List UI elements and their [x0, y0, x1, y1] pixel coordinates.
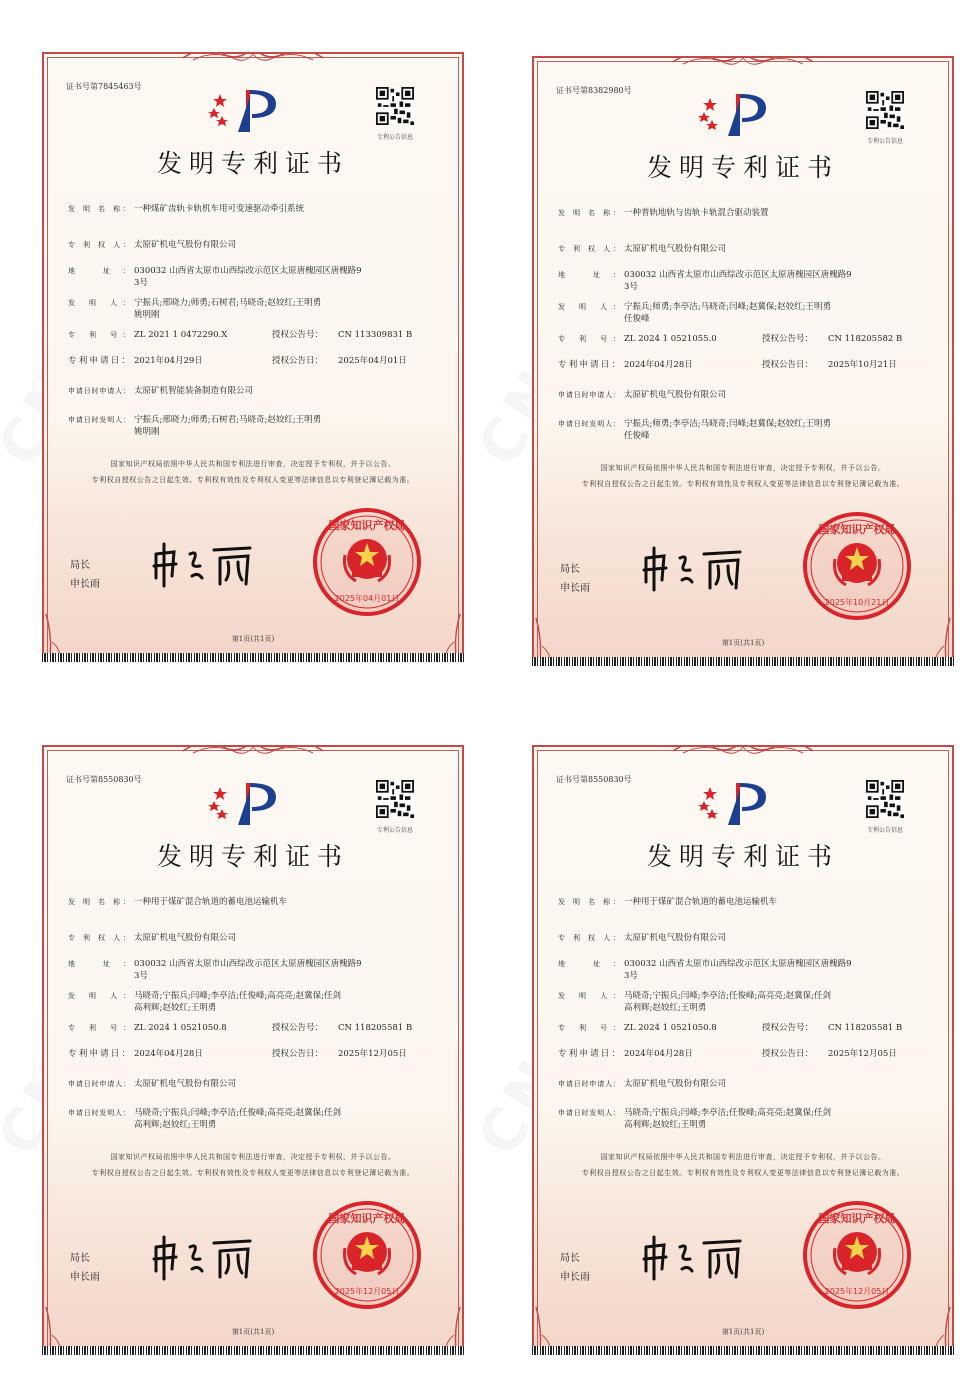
field-value [134, 896, 424, 908]
notice-line: 专利权自授权公告之日起生效。专利权有效性及专利权人变更等法律信息以专利登记簿记载为准。 [91, 1169, 415, 1177]
page-number: 第1页(共1页) [231, 1328, 275, 1336]
field-label: 授权公告日： [272, 1049, 324, 1059]
field-label: 专 利 号： [68, 331, 130, 339]
handwritten-signature-icon [150, 540, 260, 590]
field-value [134, 239, 424, 251]
field-value-line: ZL 2021 1 0472290.X [134, 330, 228, 340]
field-value [624, 243, 914, 255]
signatory-title: 局长 [560, 1253, 580, 1264]
handwritten-signature-icon [640, 544, 750, 594]
field-value-line: 一种普轨地轨与齿轨卡轨混合驱动装置 [624, 208, 769, 218]
cnipa-logo-icon [696, 90, 786, 138]
handwritten-signature-icon [150, 1233, 260, 1283]
field-label: 发 明 人： [68, 299, 130, 307]
field-value [624, 958, 914, 982]
field-value-line: 宁振兵;邢晓力;师勇;石树君;马晓奇;赵姣红;王明勇 [134, 298, 322, 308]
handwritten-signature-icon [640, 1233, 750, 1283]
field-value-line: 3号 [624, 971, 638, 981]
field-value-line: 姚明刚 [134, 427, 160, 437]
field-value: CN 118205581 B [828, 1023, 903, 1033]
document-title: 发明专利证书 [156, 149, 349, 178]
field-value-line: 任俊峰 [624, 431, 650, 441]
field-value-line: 太原矿机电气股份有限公司 [624, 390, 727, 400]
field-value [624, 1078, 914, 1090]
field-label: 授权公告日： [762, 1049, 814, 1059]
qr-code-icon [866, 91, 904, 129]
document-title: 发明专利证书 [646, 842, 839, 871]
top-ornament-icon [183, 745, 323, 757]
field-value [624, 1048, 760, 1060]
field-label: 发 明 名 称： [558, 898, 620, 906]
field-label: 专 利 号： [68, 1024, 130, 1032]
field-value-line: ZL 2024 1 0521050.8 [134, 1023, 227, 1033]
field-value-line: 太原矿机电气股份有限公司 [134, 933, 237, 943]
field-label: 授权公告号： [762, 334, 814, 344]
signatory-name: 申长雨 [560, 583, 590, 594]
field-value-line: 高利辉;赵姣红;王明勇 [624, 1003, 707, 1013]
field-value-line: 马晓奇;宁振兵;闫峰;李亭洁;任俊峰;高亮亮;赵冀保;任剑 [624, 991, 832, 1001]
field-value-line: 马晓奇;宁振兵;闫峰;李亭洁;任俊峰;高亮亮;赵冀保;任剑 [134, 991, 342, 1001]
field-value-line: 太原矿机电气股份有限公司 [624, 244, 727, 254]
field-label: 专 利 权 人： [558, 245, 620, 253]
patent-certificate [42, 745, 464, 1355]
seal-date: 2025年12月05日 [334, 1287, 400, 1296]
patent-certificate [42, 52, 464, 662]
field-value-line: 2021年04月29日 [134, 356, 203, 366]
notice-line: 国家知识产权局依照中华人民共和国专利法进行审查，决定授予专利权，并予以公告。 [110, 460, 396, 468]
field-label: 专利申请日： [68, 1049, 130, 1059]
field-value [134, 385, 424, 397]
notice-line: 专利权自授权公告之日起生效。专利权有效性及专利权人变更等法律信息以专利登记簿记载为准。 [581, 1169, 905, 1177]
signatory-title: 局长 [560, 564, 580, 575]
field-value [134, 990, 424, 1014]
signatory-title: 局长 [70, 560, 90, 571]
signatory-name: 申长雨 [70, 1272, 100, 1283]
field-value: 2025年12月05日 [338, 1049, 407, 1059]
official-seal-icon [802, 511, 912, 621]
qr-caption: 专利公告信息 [376, 134, 413, 141]
field-value-line: 宁振兵;师勇;李亭洁;马晓奇;闫峰;赵冀保;赵姣红;王明勇 [624, 419, 832, 429]
field-value [134, 1022, 270, 1034]
field-label: 申请日时发明人： [558, 420, 620, 428]
seal-text: 国家知识产权局 [328, 1212, 406, 1225]
document-title: 发明专利证书 [156, 842, 349, 871]
signatory-title: 局长 [70, 1253, 90, 1264]
field-value-line: 马晓奇;宁振兵;闫峰;李亭洁;任俊峰;高亮亮;赵冀保;任剑 [134, 1108, 342, 1118]
field-value-line: 高利辉;赵姣红;王明勇 [134, 1003, 217, 1013]
field-value: 2025年12月05日 [828, 1049, 897, 1059]
field-label: 授权公告日： [762, 360, 814, 370]
field-value [134, 1048, 270, 1060]
field-label: 申请日时发明人： [68, 1109, 130, 1117]
top-ornament-icon [673, 745, 813, 757]
field-value [624, 301, 914, 325]
field-value [624, 418, 914, 442]
seal-date: 2025年04月01日 [334, 594, 400, 603]
field-value [624, 990, 914, 1014]
field-value-line: 宁振兵;邢晓力;师勇;石树君;马晓奇;赵姣红;王明勇 [134, 415, 322, 425]
field-label: 专利申请日： [558, 1049, 620, 1059]
notice-line: 国家知识产权局依照中华人民共和国专利法进行审查，决定授予专利权，并予以公告。 [600, 1153, 886, 1161]
qr-code-icon [376, 87, 414, 125]
field-label: 专利申请日： [558, 360, 620, 370]
official-seal-icon [802, 1200, 912, 1310]
field-label: 申请日时发明人： [558, 1109, 620, 1117]
qr-caption: 专利公告信息 [866, 827, 903, 834]
field-label: 申请日时申请人： [558, 391, 620, 399]
field-value-line: 宁振兵;师勇;李亭洁;马晓奇;闫峰;赵冀保;赵姣红;王明勇 [624, 302, 832, 312]
field-value: CN 118205582 B [828, 334, 903, 344]
field-label: 发 明 名 称： [558, 209, 620, 217]
barcode-icon [532, 657, 954, 666]
field-value-line: 太原矿机电气股份有限公司 [624, 933, 727, 943]
field-value [134, 329, 270, 341]
field-value [134, 958, 424, 982]
page-number: 第1页(共1页) [721, 639, 765, 647]
field-label: 发 明 名 称： [68, 898, 130, 906]
field-value-line: 2024年04月28日 [134, 1049, 203, 1059]
field-label: 授权公告号： [272, 1023, 324, 1033]
field-label: 发 明 人： [558, 992, 620, 1000]
field-value-line: 一种用于煤矿混合轨道的蓄电池运输机车 [624, 897, 778, 907]
patent-certificate [532, 745, 954, 1355]
field-label: 专 利 权 人： [68, 241, 130, 249]
field-value: CN 113309831 B [338, 330, 413, 340]
field-value [134, 297, 424, 321]
field-value-line: 3号 [134, 971, 148, 981]
field-value-line: 高利辉;赵姣红;王明勇 [624, 1120, 707, 1130]
signatory-name: 申长雨 [70, 579, 100, 590]
field-value-line: 任俊峰 [624, 314, 650, 324]
field-value [134, 1107, 424, 1131]
cnipa-logo-icon [206, 86, 296, 134]
field-value-line: 一种用于煤矿混合轨道的蓄电池运输机车 [134, 897, 288, 907]
field-value-line: 马晓奇;宁振兵;闫峰;李亭洁;任俊峰;高亮亮;赵冀保;任剑 [624, 1108, 832, 1118]
field-value: 2025年10月21日 [828, 360, 897, 370]
field-value-line: 高利辉;赵姣红;王明勇 [134, 1120, 217, 1130]
field-value-line: 030032 山西省太原市山西综改示范区太原唐槐园区唐槐路9 [624, 959, 852, 969]
certificate-number: 证书号第7845463号 [66, 82, 142, 91]
field-label: 地 址： [68, 267, 130, 275]
field-label: 专 利 权 人： [558, 934, 620, 942]
seal-date: 2025年10月21日 [824, 598, 890, 607]
barcode-icon [532, 1346, 954, 1355]
field-value: 2025年04月01日 [338, 356, 407, 366]
field-label: 授权公告号： [762, 1023, 814, 1033]
field-value [624, 389, 914, 401]
field-value [134, 414, 424, 438]
field-label: 专 利 权 人： [68, 934, 130, 942]
field-value-line: 030032 山西省太原市山西综改示范区太原唐槐园区唐槐路9 [134, 266, 362, 276]
certificate-number: 证书号第8550830号 [556, 775, 632, 784]
field-label: 申请日时申请人： [558, 1080, 620, 1088]
field-value: CN 118205581 B [338, 1023, 413, 1033]
field-label: 授权公告日： [272, 356, 324, 366]
cnipa-logo-icon [696, 779, 786, 827]
seal-text: 国家知识产权局 [328, 519, 406, 532]
field-label: 发 明 名 称： [68, 205, 130, 213]
field-value-line: 2024年04月28日 [624, 1049, 693, 1059]
field-value-line: 030032 山西省太原市山西综改示范区太原唐槐园区唐槐路9 [624, 270, 852, 280]
field-label: 地 址： [558, 960, 620, 968]
top-ornament-icon [183, 52, 323, 64]
notice-line: 专利权自授权公告之日起生效。专利权有效性及专利权人变更等法律信息以专利登记簿记载为准。 [91, 476, 415, 484]
field-value [624, 932, 914, 944]
field-value-line: 030032 山西省太原市山西综改示范区太原唐槐园区唐槐路9 [134, 959, 362, 969]
field-label: 申请日时发明人： [68, 416, 130, 424]
field-value [624, 1022, 760, 1034]
patent-certificate [532, 56, 954, 666]
seal-text: 国家知识产权局 [818, 523, 896, 536]
field-label: 申请日时申请人： [68, 1080, 130, 1088]
field-value [624, 359, 760, 371]
field-value-line: 姚明刚 [134, 310, 160, 320]
field-value [624, 333, 760, 345]
seal-date: 2025年12月05日 [824, 1287, 890, 1296]
certificate-number: 证书号第8382980号 [556, 86, 632, 95]
official-seal-icon [312, 1200, 422, 1310]
field-value-line: 一种煤矿齿轨卡轨机车用可变速驱动牵引系统 [134, 204, 305, 214]
field-value [624, 207, 914, 219]
field-value-line: ZL 2024 1 0521050.8 [624, 1023, 717, 1033]
field-label: 授权公告号： [272, 330, 324, 340]
field-value-line: ZL 2024 1 0521055.0 [624, 334, 717, 344]
field-value [134, 265, 424, 289]
top-ornament-icon [673, 56, 813, 68]
field-label: 专 利 号： [558, 1024, 620, 1032]
qr-caption: 专利公告信息 [376, 827, 413, 834]
field-value [134, 932, 424, 944]
field-value-line: 太原矿机智能装备制造有限公司 [134, 386, 254, 396]
qr-code-icon [866, 780, 904, 818]
page-number: 第1页(共1页) [721, 1328, 765, 1336]
field-value [624, 1107, 914, 1131]
field-value [134, 1078, 424, 1090]
field-label: 申请日时申请人： [68, 387, 130, 395]
field-value-line: 3号 [624, 282, 638, 292]
notice-line: 国家知识产权局依照中华人民共和国专利法进行审查，决定授予专利权，并予以公告。 [600, 464, 886, 472]
cnipa-logo-icon [206, 779, 296, 827]
qr-code-icon [376, 780, 414, 818]
field-label: 发 明 人： [558, 303, 620, 311]
barcode-icon [42, 653, 464, 662]
document-title: 发明专利证书 [646, 153, 839, 182]
notice-line: 国家知识产权局依照中华人民共和国专利法进行审查，决定授予专利权，并予以公告。 [110, 1153, 396, 1161]
barcode-icon [42, 1346, 464, 1355]
field-value-line: 太原矿机电气股份有限公司 [134, 1079, 237, 1089]
qr-caption: 专利公告信息 [866, 138, 903, 145]
field-label: 专利申请日： [68, 356, 130, 366]
seal-text: 国家知识产权局 [818, 1212, 896, 1225]
field-label: 专 利 号： [558, 335, 620, 343]
field-value-line: 2024年04月28日 [624, 360, 693, 370]
field-value-line: 太原矿机电气股份有限公司 [624, 1079, 727, 1089]
field-label: 地 址： [558, 271, 620, 279]
field-value [134, 355, 270, 367]
certificate-number: 证书号第8550830号 [66, 775, 142, 784]
notice-line: 专利权自授权公告之日起生效。专利权有效性及专利权人变更等法律信息以专利登记簿记载为准。 [581, 480, 905, 488]
page-number: 第1页(共1页) [231, 635, 275, 643]
signatory-name: 申长雨 [560, 1272, 590, 1283]
field-value [134, 203, 424, 215]
field-value-line: 3号 [134, 278, 148, 288]
field-label: 地 址： [68, 960, 130, 968]
official-seal-icon [312, 507, 422, 617]
field-value [624, 269, 914, 293]
field-value [624, 896, 914, 908]
field-value-line: 太原矿机电气股份有限公司 [134, 240, 237, 250]
field-label: 发 明 人： [68, 992, 130, 1000]
